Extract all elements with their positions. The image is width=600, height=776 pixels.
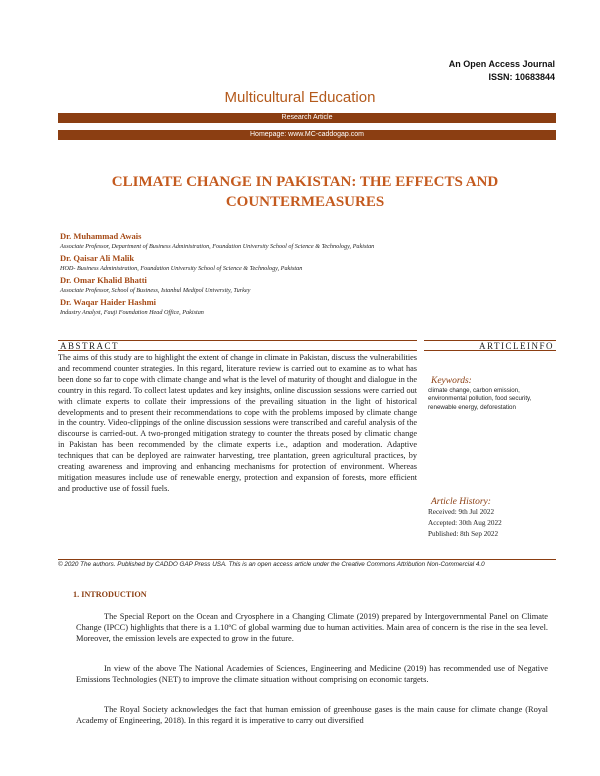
keywords-label: Keywords:: [431, 376, 472, 386]
intro-paragraph-2: In view of the above The National Academies of Sciences, Engineering and Medicine (2019) has recommended use of Negative Emissions Technologies (NET) to improve the climate situation without comprising on economic targets.: [76, 664, 548, 684]
article-history-block: [428, 497, 556, 540]
article-type-band: Research Article: [58, 113, 556, 123]
author-name: Dr. Omar Khalid Bhatti: [60, 275, 147, 285]
received-date: Received: 9th Jul 2022: [428, 508, 495, 516]
author-list: [60, 231, 560, 319]
author-entry: [60, 253, 560, 274]
copyright-notice: © 2020 The authors. Published by CADDO GAP Press USA. This is an open access article under the Creative Commons Attribution Non-Commercial 4.0: [58, 561, 485, 568]
author-affiliation: Associate Professor, School of Business, Istanbul Medipol University, Turkey: [60, 287, 251, 294]
author-name: Dr. Waqar Haider Hashmi: [60, 297, 157, 307]
author-entry: [60, 231, 560, 252]
introduction-heading: 1. INTRODUCTION: [73, 590, 147, 599]
author-name: Dr. Qaisar Ali Malik: [60, 253, 135, 263]
paper-title-line1: CLIMATE CHANGE IN PAKISTAN: THE EFFECTS AND: [111, 174, 499, 190]
abstract-heading: ABSTRACT: [58, 340, 417, 351]
paper-title-line2: COUNTERMEASURES: [225, 194, 385, 210]
open-access-label: An Open Access Journal: [448, 59, 555, 69]
author-entry: [60, 275, 560, 296]
author-name: Dr. Muhammad Awais: [60, 231, 142, 241]
intro-paragraph-1: The Special Report on the Ocean and Cryosphere in a Changing Climate (2019) prepared by Intergovernmental Panel on Climate Change (IPCC) highlights that there is a 1.10ºC of global warming due to human activities. Main area of concern is the rise in the sea level. Moreover, the emission levels are expected to grow in the future.: [76, 612, 548, 643]
homepage-band: Homepage: www.MC-caddogap.com: [58, 130, 556, 140]
published-date: Published: 8th Sep 2022: [428, 530, 499, 538]
author-entry: [60, 297, 560, 318]
intro-paragraph-3: The Royal Society acknowledges the fact that human emission of greenhouse gases is the main cause for climate change (Royal Academy of Engineering, 2018). In this regard it is imperative to carry out diversified: [76, 705, 548, 725]
author-affiliation: HOD- Business Administration, Foundation University School of Science & Technology, Pakistan: [60, 265, 303, 272]
paper-title: [60, 172, 550, 212]
article-info-heading: ARTICLEINFO: [424, 340, 556, 351]
issn-label: ISSN: 10683844: [488, 72, 555, 82]
abstract-text: The aims of this study are to highlight the extent of change in climate in Pakistan, discuss the vulnerabilities and recommend counter strategies. In this regard, literature review is carried out to examine as to what has been done so far to cope with climate change and what is the level of maturity of thought and dialogue in the country in this regard. To collect latest updates and key insights, online discussion sessions were carried out with climate experts to collate their impressions of the prevailing situation in the light of historical developments and to present their recommendations to cope with the problems imposed by climate change in the country. Video-clippings of the online discussion sessions were transcribed and careful analysis of the discourse is carried-out. A two-pronged mitigation strategy to counter the threats posed by climatic change in Pakistan has been recommended by the climate experts i.e., adaption and moderation. Adaptive techniques that can be deployed are rainwater harvesting, tree plantation, green agricultural practices, by creating awareness and improving and enhancing mechanisms for protection of environment. Whereas mitigation measures include use of renewable energy, protection and expansion of forests, more efficient and productive use of fossil fuels.: [58, 353, 417, 493]
author-affiliation: Industry Analyst, Fauji Foundation Head Office, Pakistan: [60, 309, 204, 316]
journal-masthead-right: [449, 58, 555, 84]
keywords-block: [428, 376, 556, 412]
author-affiliation: Associate Professor, Department of Business Administration, Foundation University School of Science & Technology, Pakistan: [60, 243, 375, 250]
journal-title: Multicultural Education: [224, 89, 376, 106]
article-history-label: Article History:: [431, 497, 491, 507]
keywords-list: climate change, carbon emission, environmental pollution, food security, renewable energy, deforestation: [428, 387, 532, 411]
accepted-date: Accepted: 30th Aug 2022: [428, 519, 502, 527]
